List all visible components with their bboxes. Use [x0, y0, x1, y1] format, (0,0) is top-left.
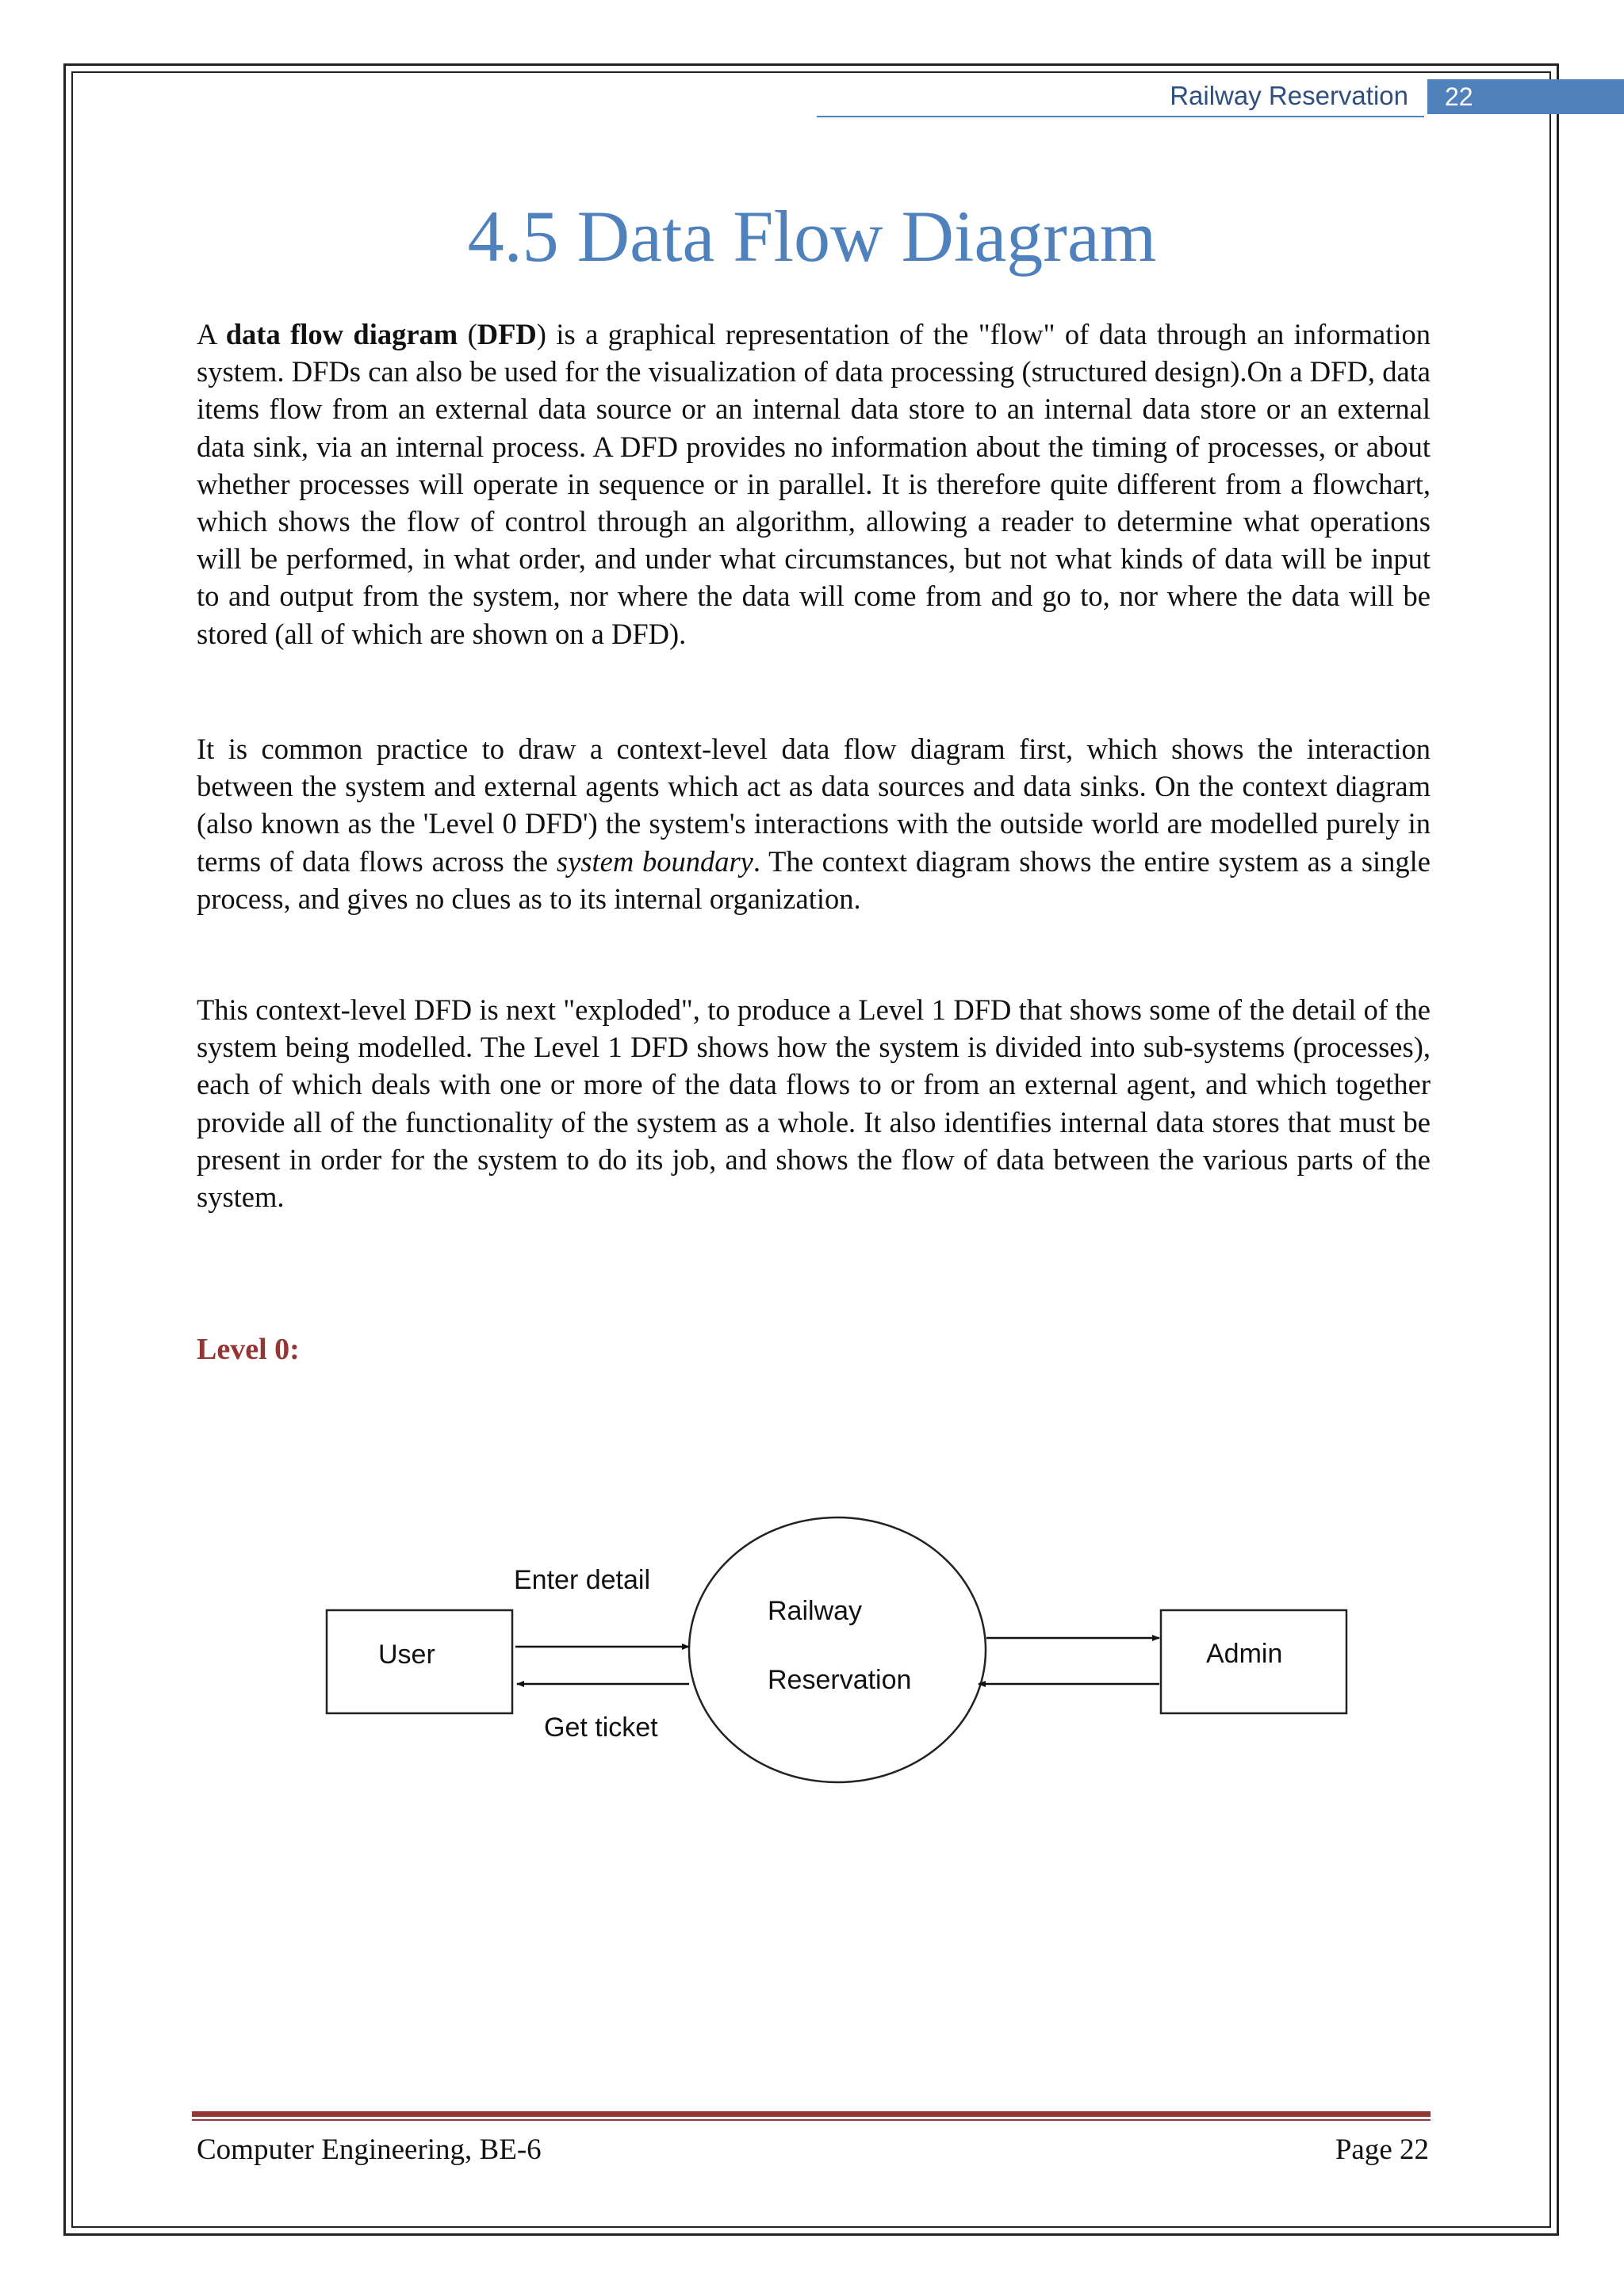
p1-lead: A	[197, 318, 226, 350]
header-page-badge: 22	[1427, 79, 1624, 114]
flow-label-get-ticket: Get ticket	[544, 1712, 658, 1743]
user-entity-label: User	[378, 1640, 435, 1670]
p1-mid: (	[458, 318, 477, 350]
header-title: Railway Reservation	[1170, 81, 1408, 110]
footer-page-number: Page 22	[1335, 2133, 1429, 2166]
term-data-flow-diagram: data flow diagram	[225, 318, 458, 350]
process-label-line1: Railway	[768, 1596, 863, 1626]
flow-label-enter-detail: Enter detail	[514, 1565, 650, 1595]
level-0-heading: Level 0:	[197, 1333, 300, 1366]
paragraph-level-1: This context-level DFD is next "exploded", to produce a Level 1 DFD that shows some of the detail of the system being modelled. The Level 1 DFD shows how the system is divided into sub-systems (processes), each of which deals with one or more of the data flows to or from an external agent, and which together provide all of the functionality of the system as a whole. It also identifies internal data stores that must be present in order for the system to do its job, and shows the flow of data between the various parts of the system.	[197, 993, 1431, 1214]
process-label-line2: Reservation	[768, 1665, 912, 1695]
p2-after: . The context diagram shows the entire system as a single process, and gives no clues as to its internal organization.	[197, 844, 1431, 915]
process-circle	[689, 1517, 986, 1782]
footer-left-text: Computer Engineering, BE-6	[197, 2133, 542, 2166]
p1-rest: ) is a graphical representation of the "flow" of data through an information system. DFDs can also be used for the visualization of data processing (structured design).On a DFD, data items flow from an external data source or an internal data store to an internal data store or an external data sink, via an internal process. A DFD provides no information about the timing of processes, or about whether processes will operate in sequence or in parallel. It is therefore quite different from a flowchart, which shows the flow of control through an algorithm, allowing a reader to determine what operations will be performed, in what order, and under what circumstances, but not what kinds of data will be input to and output from the system, nor where the data will come from and go to, nor where the data will be stored (all of which are shown on a DFD).	[197, 318, 1431, 650]
footer-rule-thick	[192, 2111, 1431, 2117]
term-system-boundary: system boundary	[556, 844, 753, 878]
admin-entity-label: Admin	[1206, 1639, 1283, 1669]
page-title: 4.5 Data Flow Diagram	[467, 196, 1157, 277]
p2-before: It is common practice to draw a context-level data flow diagram first, which shows the interaction between the system and external agents which act as data sources and data sinks. On the context diagram (also known as the 'Level 0 DFD') the system's interactions with the outside world are modelled purely in terms of data flows across the	[197, 733, 1431, 878]
term-dfd: DFD	[477, 318, 537, 350]
footer-rule-thin	[192, 2119, 1431, 2121]
